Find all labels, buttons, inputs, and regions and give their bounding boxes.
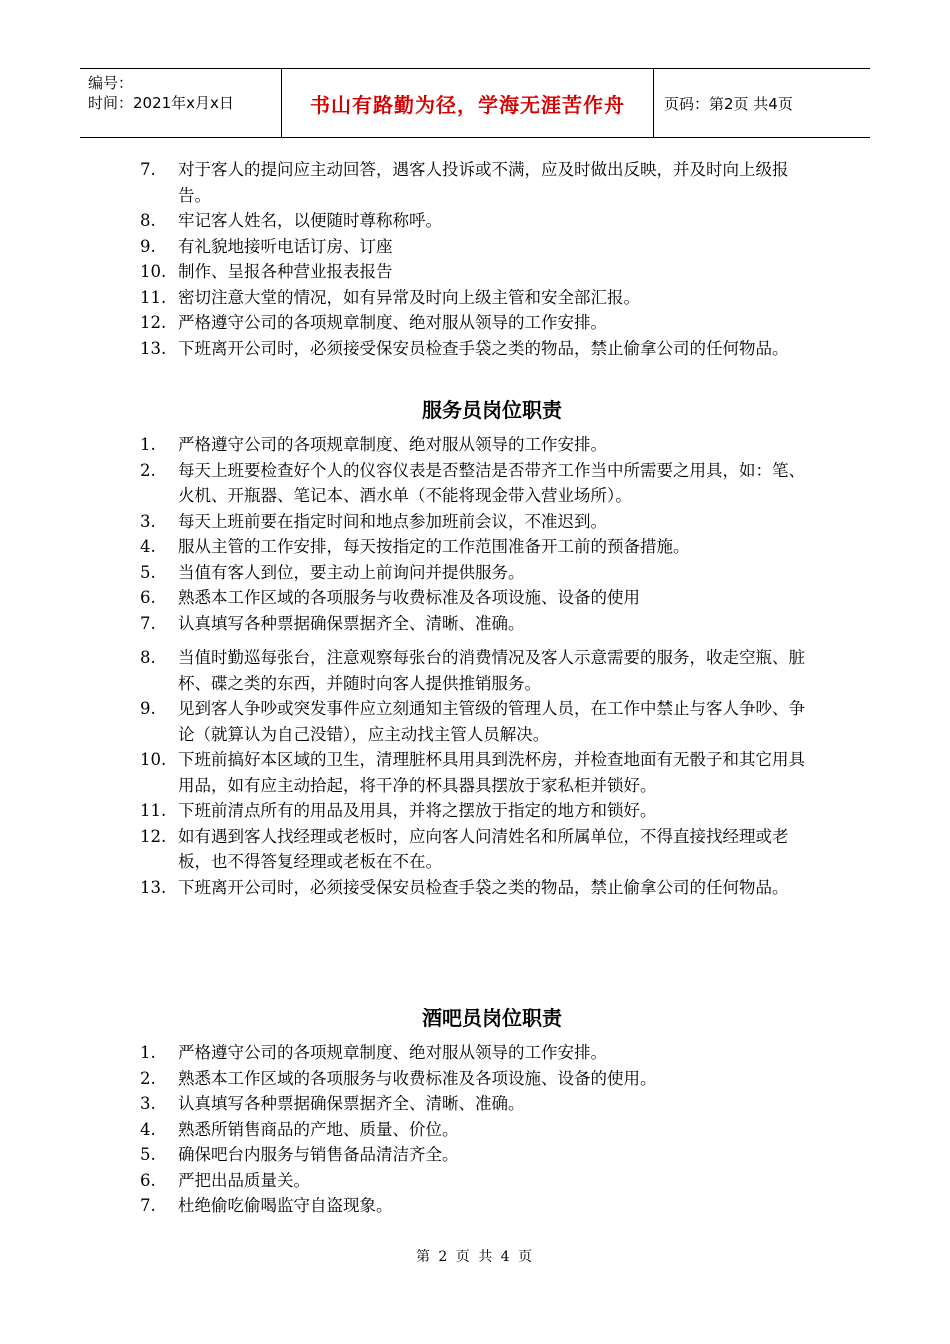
header-motto: 书山有路勤为径，学海无涯苦作舟 bbox=[282, 69, 654, 137]
list-item: 6. 严把出品质量关。 bbox=[140, 1170, 310, 1190]
waiter-list bbox=[140, 432, 808, 900]
list-item: 1. 严格遵守公司的各项规章制度、绝对服从领导的工作安排。 bbox=[140, 1043, 607, 1062]
list-item: 9. 有礼貌地接听电话订房、订座 bbox=[140, 236, 393, 256]
list-item: 4. 服从主管的工作安排，每天按指定的工作范围准备开工前的预备措施。 bbox=[140, 537, 690, 556]
section-waiter bbox=[140, 394, 808, 423]
bartender-list bbox=[140, 1040, 808, 1219]
list-item: 12. 如有遇到客人找经理或老板时，应向客人问清姓名和所属单位，不得直接找经理或老板，也不得答复经理或老板在不在。 bbox=[140, 826, 789, 871]
section-title-bartender: 酒吧员岗位职责 bbox=[422, 1006, 562, 1030]
list-item: 8. 牢记客人姓名，以便随时尊称称呼。 bbox=[140, 211, 442, 230]
list-item: 4. 熟悉所销售商品的产地、质量、价位。 bbox=[140, 1119, 459, 1139]
section-title-waiter: 服务员岗位职责 bbox=[422, 398, 562, 422]
header-page-label: 页码：第2页 共4页 bbox=[664, 94, 793, 113]
list-item: 2. 每天上班要检查好个人的仪容仪表是否整洁是否带齐工作当中所需要之用具，如：笔、火机、开瓶器、笔记本、酒水单（不能将现金带入营业场所）。 bbox=[140, 460, 805, 505]
list-item: 10. 制作、呈报各种营业报表报告 bbox=[140, 262, 393, 281]
list-item: 3. 认真填写各种票据确保票据齐全、清晰、准确。 bbox=[140, 1094, 525, 1113]
document-time-label: 时间：2021年x月x日 bbox=[88, 94, 234, 112]
list-item: 13. 下班离开公司时，必须接受保安员检查手袋之类的物品，禁止偷拿公司的任何物品。 bbox=[140, 338, 789, 358]
list-item: 2. 熟悉本工作区域的各项服务与收费标准及各项设施、设备的使用。 bbox=[140, 1068, 657, 1088]
document-number-label: 编号： bbox=[88, 74, 134, 92]
intro-list bbox=[140, 157, 808, 361]
list-item: 7. 认真填写各种票据确保票据齐全、清晰、准确。 bbox=[140, 613, 525, 633]
list-item: 5. 确保吧台内服务与销售备品清洁齐全。 bbox=[140, 1145, 459, 1164]
list-item: 10. 下班前搞好本区域的卫生，清理脏杯具用具到洗杯房，并检查地面有无骰子和其它用具用品，如有应主动拾起，将干净的杯具器具摆放于家私柜并锁好。 bbox=[140, 750, 805, 795]
list-item: 1. 严格遵守公司的各项规章制度、绝对服从领导的工作安排。 bbox=[140, 435, 607, 454]
list-item: 12. 严格遵守公司的各项规章制度、绝对服从领导的工作安排。 bbox=[140, 313, 607, 332]
list-item: 6. 熟悉本工作区域的各项服务与收费标准及各项设施、设备的使用 bbox=[140, 588, 640, 607]
list-item: 11. 密切注意大堂的情况，如有异常及时向上级主管和安全部汇报。 bbox=[140, 287, 640, 307]
list-item: 7. 对于客人的提问应主动回答，遇客人投诉或不满，应及时做出反映，并及时向上级报告。 bbox=[140, 160, 789, 205]
header-meta bbox=[80, 69, 282, 137]
list-item: 13. 下班离开公司时，必须接受保安员检查手袋之类的物品，禁止偷拿公司的任何物品。 bbox=[140, 877, 789, 897]
list-item: 8. 当值时勤巡每张台，注意观察每张台的消费情况及客人示意需要的服务，收走空瓶、脏杯、碟之类的东西，并随时向客人提供推销服务。 bbox=[140, 648, 805, 693]
section-bartender bbox=[140, 1002, 808, 1031]
list-item: 5. 当值有客人到位，要主动上前询问并提供服务。 bbox=[140, 562, 525, 582]
list-item: 9. 见到客人争吵或突发事件应立刻通知主管级的管理人员，在工作中禁止与客人争吵、争论（就算认为自己没错），应主动找主管人员解决。 bbox=[140, 699, 805, 744]
list-item: 7. 杜绝偷吃偷喝监守自盗现象。 bbox=[140, 1196, 393, 1215]
list-item: 3. 每天上班前要在指定时间和地点参加班前会议，不准迟到。 bbox=[140, 511, 607, 531]
page-footer: 第 2 页 共 4 页 bbox=[415, 1249, 535, 1265]
page-header bbox=[80, 68, 870, 138]
list-item: 11. 下班前清点所有的用品及用具，并将之摆放于指定的地方和锁好。 bbox=[140, 801, 657, 820]
